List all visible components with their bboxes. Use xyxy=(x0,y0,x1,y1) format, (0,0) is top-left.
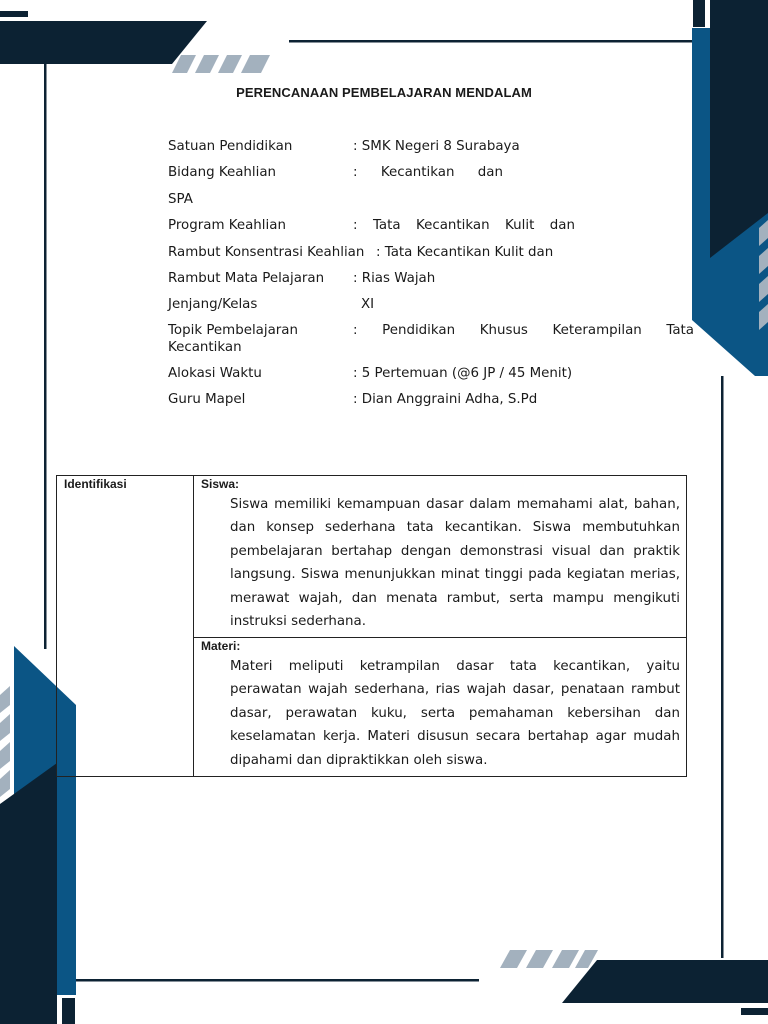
bottom-left-navy-shape xyxy=(0,763,57,1024)
bottom-left-bar xyxy=(62,998,75,1024)
bidang-value: : Kecantikan dan xyxy=(353,165,503,180)
konsentrasi-value: : Tata Kecantikan Kulit dan xyxy=(376,245,554,260)
materi-paragraph: Materi meliputi ketrampilan dasar tata kecantikan, yaitu perawatan wajah sederhana, rias wajah dasar, penataan rambut dasar, perawatan kuku, serta pemahaman kebersihan dan keselamatan kerja. Materi disusun secara bertahap agar mudah dipahami dan dipraktikkan oleh siswa. xyxy=(230,659,680,768)
guru-value: : Dian Anggraini Adha, S.Pd xyxy=(353,392,538,407)
stripe xyxy=(526,950,553,968)
stripe xyxy=(0,742,10,769)
identification-table xyxy=(56,475,687,777)
table-row xyxy=(57,476,687,638)
satuan-value: : SMK Negeri 8 Surabaya xyxy=(353,139,520,154)
stripe xyxy=(552,950,579,968)
frame-line-top xyxy=(289,40,693,43)
stripe xyxy=(241,55,270,73)
frame-line-right xyxy=(721,376,724,958)
bottom-right-banner xyxy=(562,960,768,1003)
alokasi-label: Alokasi Waktu xyxy=(168,366,262,381)
siswa-heading: Siswa: xyxy=(201,477,240,491)
jenjang-label: Jenjang/Kelas xyxy=(168,297,258,312)
jenjang-value: XI xyxy=(361,297,375,312)
stripe xyxy=(218,55,242,73)
program-value: : Tata Kecantikan Kulit dan xyxy=(353,218,575,233)
bottom-right-bar xyxy=(741,1008,768,1015)
mapel-value: : Rias Wajah xyxy=(353,271,436,286)
materi-heading: Materi: xyxy=(201,639,241,653)
stripe xyxy=(500,950,527,968)
siswa-cell xyxy=(194,476,687,638)
top-right-navy-shape xyxy=(710,0,768,258)
document-title: PERENCANAAN PEMBELAJARAN MENDALAM xyxy=(236,85,532,100)
materi-cell xyxy=(194,638,687,777)
frame-line-left xyxy=(44,64,47,649)
top-left-banner xyxy=(0,21,207,64)
konsentrasi-label: Rambut Konsentrasi Keahlian xyxy=(168,245,365,260)
mapel-label: Rambut Mata Pelajaran xyxy=(168,271,325,286)
top-left-bar xyxy=(0,11,28,17)
alokasi-value: : 5 Pertemuan (@6 JP / 45 Menit) xyxy=(353,366,573,381)
topik-value: : Pendidikan Khusus Keterampilan Tata xyxy=(353,323,694,338)
topik-value-continued: Kecantikan xyxy=(168,340,242,355)
guru-label: Guru Mapel xyxy=(168,392,246,407)
siswa-paragraph: Siswa memiliki kemampuan dasar dalam memahami alat, bahan, dan konsep sederhana tata kecantikan. Siswa membutuhkan pembelajaran bertahap dengan demonstrasi visual dan praktik langsung. Siswa menunjukkan minat tinggi pada kegiatan merias, merawat wajah, dan menata rambut, serta mampu mengikuti instruksi sederhana. xyxy=(230,497,680,630)
frame-line-bottom xyxy=(76,979,479,982)
stripe xyxy=(195,55,219,73)
program-label: Program Keahlian xyxy=(168,218,286,233)
stripe xyxy=(0,686,10,713)
row-header-identifikasi: Identifikasi xyxy=(64,477,127,491)
bidang-value-continued: SPA xyxy=(168,192,193,207)
stripe xyxy=(0,714,10,741)
bidang-label: Bidang Keahlian xyxy=(168,165,277,180)
stripe xyxy=(0,770,10,797)
row-header-cell xyxy=(57,476,194,777)
satuan-label: Satuan Pendidikan xyxy=(168,139,293,154)
topik-label: Topik Pembelajaran xyxy=(168,323,298,338)
top-right-bar xyxy=(693,0,705,27)
